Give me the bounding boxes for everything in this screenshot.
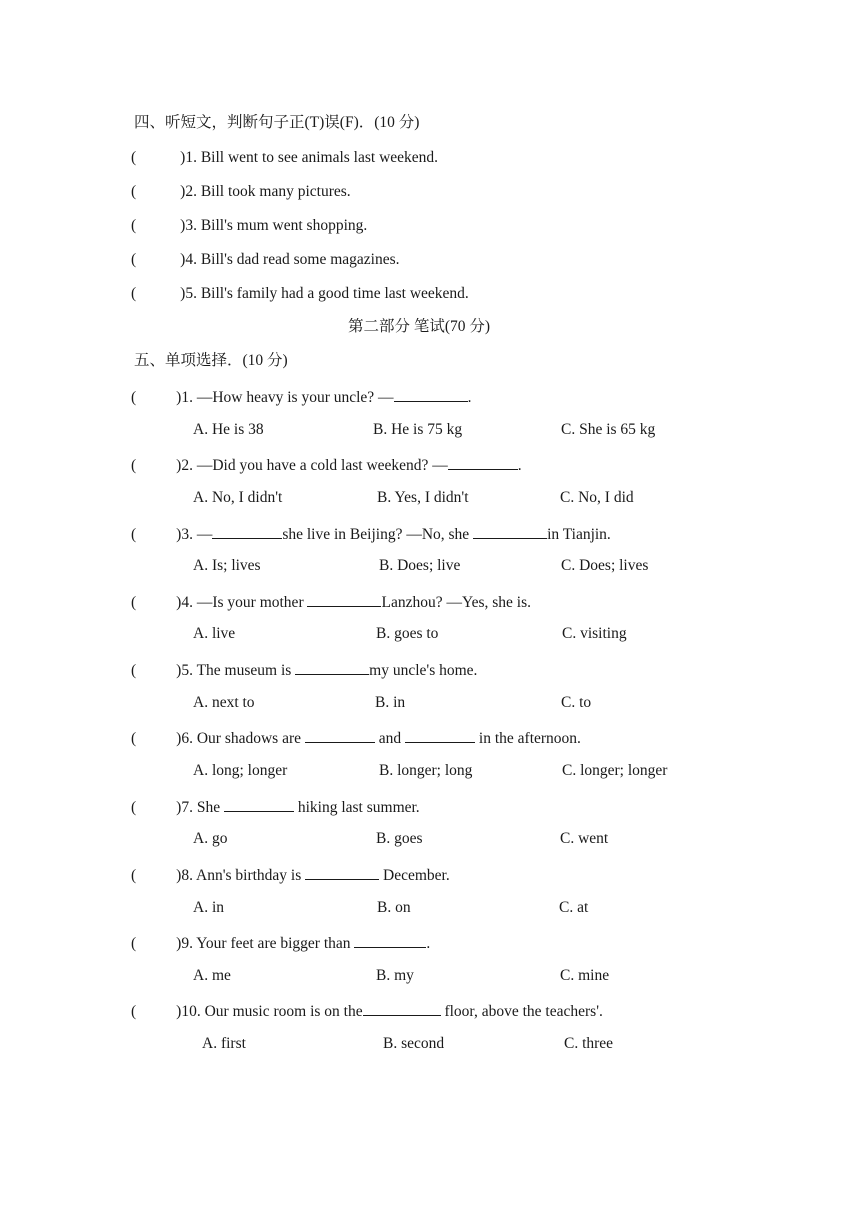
answer-paren-close: ) (180, 285, 186, 302)
answer-paren-close: ) (176, 867, 182, 884)
option-a: A. He is 38 (193, 421, 264, 438)
answer-paren-close: ) (176, 799, 182, 816)
option-b: B. on (377, 899, 411, 916)
mc-question-10 (131, 1000, 603, 1022)
question-text: —Did you have a cold last weekend? — (196, 457, 448, 474)
answer-paren-close: ) (176, 594, 182, 611)
option-b: B. longer; long (379, 762, 473, 779)
option-b: B. second (383, 1035, 445, 1052)
mc-question-9 (131, 932, 430, 954)
option-a: A. next to (193, 694, 255, 711)
option-b: B. Does; live (379, 557, 461, 574)
answer-paren-close: ) (180, 149, 186, 166)
answer-paren-close: ) (180, 217, 186, 234)
answer-paren-close: ) (176, 935, 182, 952)
option-a: A. Is; lives (193, 557, 261, 574)
question-text: Lanzhou? —Yes, she is. (381, 594, 532, 611)
question-text: my uncle's home. (369, 662, 478, 679)
option-b: B. Yes, I didn't (377, 489, 469, 506)
option-c: C. She is 65 kg (561, 421, 656, 438)
answer-blank[interactable] (394, 386, 468, 402)
answer-paren-close: ) (176, 457, 182, 474)
question-text: December. (379, 867, 450, 884)
answer-paren-open: ( (131, 389, 137, 406)
option-c: C. went (560, 830, 609, 847)
tf-question-text: 5. Bill's family had a good time last weekend. (185, 285, 469, 302)
option-b: B. goes to (376, 625, 439, 642)
answer-blank[interactable] (224, 796, 294, 812)
answer-paren-open: ( (131, 217, 137, 234)
question-number: 10. (181, 1003, 205, 1020)
answer-paren-close: ) (176, 389, 182, 406)
question-text: and (374, 730, 406, 747)
question-number: 4. (181, 594, 197, 611)
tf-question-text: 2. Bill took many pictures. (185, 183, 351, 200)
tf-question-2 (131, 182, 351, 202)
question-text: Your feet are bigger than (196, 935, 355, 952)
answer-paren-open: ( (131, 183, 137, 200)
question-text: Ann's birthday is (196, 867, 306, 884)
question-text: Our shadows are (196, 730, 305, 747)
option-c: C. to (561, 694, 592, 711)
option-c: C. longer; longer (562, 762, 668, 779)
option-a: A. live (193, 625, 236, 642)
answer-paren-close: ) (180, 251, 186, 268)
answer-paren-open: ( (131, 251, 137, 268)
question-text: . (517, 457, 522, 474)
question-text: . (426, 935, 431, 952)
mc-question-4 (131, 591, 531, 613)
tf-question-1 (131, 148, 438, 168)
option-a: A. in (193, 899, 224, 916)
answer-paren-open: ( (131, 799, 137, 816)
answer-paren-open: ( (131, 149, 137, 166)
option-b: B. goes (376, 830, 423, 847)
question-text: she live in Beijing? —No, she (282, 526, 474, 543)
answer-blank[interactable] (307, 591, 381, 607)
option-a: A. go (193, 830, 228, 847)
answer-paren-close: ) (176, 730, 182, 747)
answer-blank[interactable] (354, 932, 426, 948)
question-number: 3. (181, 526, 197, 543)
tf-question-text: 1. Bill went to see animals last weekend. (185, 149, 439, 166)
question-text: The museum is (196, 662, 296, 679)
option-c: C. mine (560, 967, 610, 984)
question-number: 1. (181, 389, 197, 406)
answer-paren-open: ( (131, 526, 137, 543)
answer-blank[interactable] (405, 727, 475, 743)
tf-question-3 (131, 216, 367, 236)
option-c: C. three (564, 1035, 614, 1052)
option-a: A. me (193, 967, 231, 984)
question-text: . (467, 389, 472, 406)
answer-paren-open: ( (131, 730, 137, 747)
question-text: hiking last summer. (293, 799, 420, 816)
option-c: C. Does; lives (561, 557, 649, 574)
option-b: B. my (376, 967, 414, 984)
question-text: —Is your mother (196, 594, 308, 611)
option-b: B. in (375, 694, 406, 711)
answer-paren-close: ) (176, 662, 182, 679)
question-number: 9. (181, 935, 197, 952)
mc-question-1 (131, 386, 471, 408)
question-number: 5. (181, 662, 197, 679)
question-text: —How heavy is your uncle? — (196, 389, 394, 406)
option-c: C. No, I did (560, 489, 634, 506)
question-text: She (196, 799, 224, 816)
answer-paren-open: ( (131, 935, 137, 952)
question-number: 7. (181, 799, 197, 816)
tf-question-text: 3. Bill's mum went shopping. (185, 217, 368, 234)
question-text: — (196, 526, 213, 543)
answer-blank[interactable] (305, 727, 375, 743)
question-text: in the afternoon. (475, 730, 581, 747)
answer-paren-open: ( (131, 662, 137, 679)
answer-blank[interactable] (473, 523, 547, 539)
option-b: B. He is 75 kg (373, 421, 463, 438)
answer-paren-open: ( (131, 457, 137, 474)
answer-paren-close: ) (176, 1003, 182, 1020)
question-number: 2. (181, 457, 197, 474)
answer-blank[interactable] (212, 523, 282, 539)
tf-question-5 (131, 284, 469, 304)
question-text: floor, above the teachers'. (440, 1003, 603, 1020)
answer-blank[interactable] (295, 659, 369, 675)
option-a: A. first (202, 1035, 246, 1052)
answer-paren-open: ( (131, 1003, 137, 1020)
option-a: A. long; longer (193, 762, 288, 779)
answer-blank[interactable] (305, 864, 379, 880)
answer-paren-open: ( (131, 285, 137, 302)
tf-question-4 (131, 250, 399, 270)
mc-question-2 (131, 454, 522, 476)
part2-title: 第二部分 笔试(70 分) (348, 318, 491, 335)
question-number: 6. (181, 730, 197, 747)
answer-paren-close: ) (180, 183, 186, 200)
mc-question-5 (131, 659, 477, 681)
section4-heading: 四、听短文，判断句子正(T)误(F)．(10 分) (134, 114, 420, 131)
question-text: in Tianjin. (547, 526, 611, 543)
answer-paren-open: ( (131, 594, 137, 611)
question-number: 8. (181, 867, 196, 884)
answer-blank[interactable] (448, 454, 518, 470)
option-a: A. No, I didn't (193, 489, 283, 506)
section5-heading: 五、单项选择．(10 分) (134, 352, 288, 369)
mc-question-3 (131, 523, 611, 545)
option-c: C. visiting (562, 625, 627, 642)
answer-paren-open: ( (131, 867, 137, 884)
question-text: Our music room is on the (204, 1003, 363, 1020)
answer-blank[interactable] (363, 1000, 441, 1016)
answer-paren-close: ) (176, 526, 182, 543)
mc-question-8 (131, 864, 450, 886)
option-c: C. at (559, 899, 589, 916)
mc-question-7 (131, 796, 420, 818)
mc-question-6 (131, 727, 581, 749)
tf-question-text: 4. Bill's dad read some magazines. (185, 251, 400, 268)
